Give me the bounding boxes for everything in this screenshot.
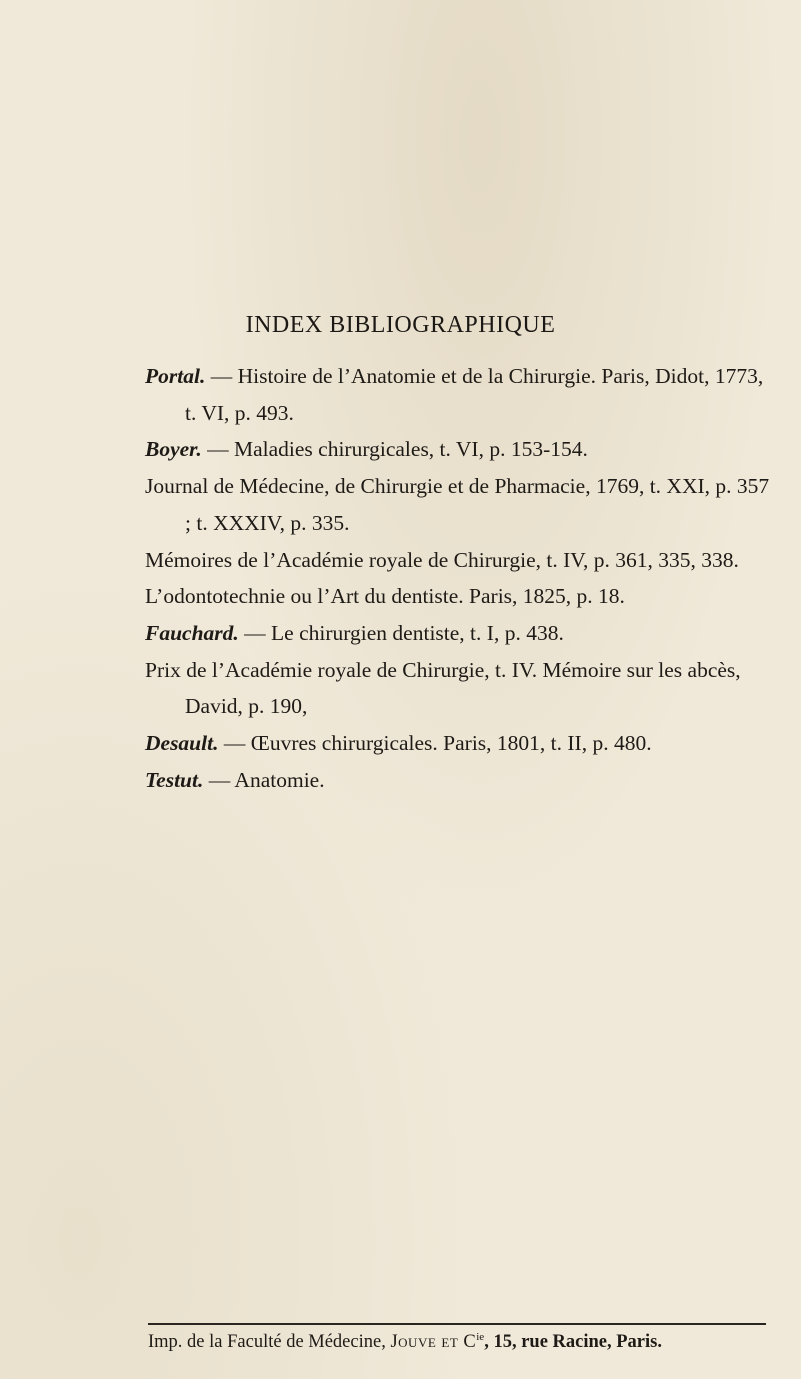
bibliography-entry-odontotechnie (145, 578, 770, 615)
bibliography-entry-testut (145, 762, 770, 799)
imprint-publisher-sup: ie (476, 1331, 485, 1343)
entry-text: — Anatomie. (203, 767, 325, 792)
footer-divider (148, 1323, 766, 1325)
entry-text: — Histoire de l’Anatomie et de la Chirurgie. Paris, Didot, 1773, t. VI, p. 493. (185, 364, 764, 425)
entry-text: — Œuvres chirurgicales. Paris, 1801, t. II, p. 480. (218, 731, 652, 756)
entry-author: Desault. (145, 731, 219, 756)
bibliography-entry-fauchard (145, 615, 770, 652)
entry-author: Testut. (145, 767, 204, 792)
imprint-prefix: Imp. de la Faculté de Médecine, (148, 1332, 391, 1353)
bibliography-entry-prix (145, 652, 770, 725)
imprint-publisher: Jouve et C (390, 1332, 477, 1353)
page-title: INDEX BIBLIOGRAPHIQUE (245, 312, 556, 338)
entry-text: — Maladies chirurgicales, t. VI, p. 153-154. (201, 437, 588, 462)
entry-author: Portal. (145, 364, 206, 388)
bibliography-entry-portal (145, 358, 770, 431)
entry-text: Prix de l’Académie royale de Chirurgie, t. IV. Mémoire sur les abcès, David, p. 190, (145, 657, 741, 719)
entry-text: L’odontotechnie ou l’Art du dentiste. Paris, 1825, p. 18. (145, 584, 625, 609)
entry-text: — Le chirurgien dentiste, t. I, p. 438. (238, 620, 564, 645)
entry-author: Boyer. (145, 437, 202, 462)
entry-author: Fauchard. (145, 620, 239, 645)
bibliography-entry-memoires (145, 542, 770, 579)
bibliography-entry-boyer (145, 431, 770, 468)
bibliography-list (145, 358, 770, 798)
imprint-address: , 15, rue Racine, Paris. (484, 1332, 662, 1353)
entry-text: Mémoires de l’Académie royale de Chirurgie, t. IV, p. 361, 335, 338. (145, 547, 739, 572)
entry-text: Journal de Médecine, de Chirurgie et de Pharmacie, 1769, t. XXI, p. 357 ; t. XXXIV, p. 335. (145, 474, 770, 535)
printer-imprint (148, 1331, 778, 1353)
bibliography-entry-journal (145, 468, 770, 541)
bibliography-entry-desault (145, 725, 770, 762)
